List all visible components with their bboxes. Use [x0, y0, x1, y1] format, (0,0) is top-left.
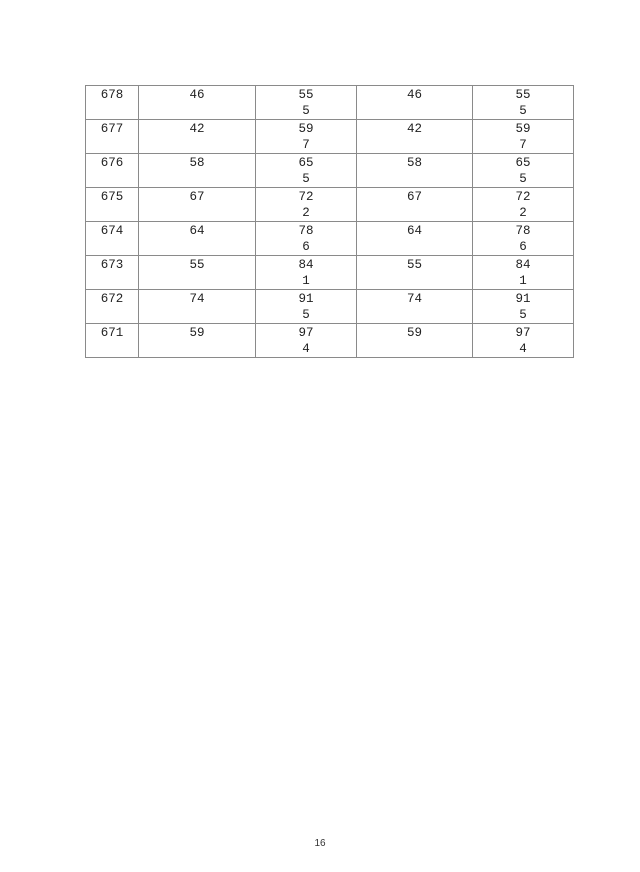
table-row — [86, 290, 574, 324]
value-d-cell — [473, 154, 574, 188]
table-row — [86, 154, 574, 188]
value-d-cell-text: 1 — [519, 274, 527, 288]
table-row — [86, 86, 574, 120]
value-c-cell — [357, 188, 473, 222]
value-a-cell-text: 46 — [189, 88, 205, 102]
value-d-cell-text: 5 — [519, 172, 527, 186]
row-id-cell-text: 674 — [100, 224, 124, 238]
value-a-cell — [139, 290, 256, 324]
value-b-cell-text: 97 — [298, 326, 314, 340]
value-a-cell — [139, 222, 256, 256]
row-id-cell-text: 675 — [100, 190, 124, 204]
value-b-cell — [256, 188, 357, 222]
table-body — [86, 86, 574, 358]
row-id-cell-text: 677 — [100, 122, 124, 136]
value-d-cell-text: 6 — [519, 240, 527, 254]
value-a-cell-text: 42 — [189, 122, 205, 136]
value-a-cell-text: 55 — [189, 258, 205, 272]
value-b-cell — [256, 324, 357, 358]
value-c-cell-text: 46 — [406, 88, 422, 102]
page-number: 16 — [314, 838, 326, 849]
value-d-cell — [473, 86, 574, 120]
value-d-cell-text: 7 — [519, 138, 527, 152]
table-row — [86, 222, 574, 256]
value-a-cell — [139, 324, 256, 358]
value-b-cell-text: 6 — [302, 240, 310, 254]
value-c-cell — [357, 222, 473, 256]
row-id-cell-text: 671 — [100, 326, 124, 340]
value-d-cell-text: 72 — [515, 190, 531, 204]
table-row — [86, 324, 574, 358]
row-id-cell-text: 673 — [100, 258, 124, 272]
value-b-cell-text: 5 — [302, 308, 310, 322]
value-d-cell — [473, 290, 574, 324]
value-b-cell — [256, 256, 357, 290]
row-id-cell-text: 672 — [100, 292, 124, 306]
value-a-cell-text: 59 — [189, 326, 205, 340]
value-c-cell — [357, 86, 473, 120]
value-c-cell-text: 59 — [406, 326, 422, 340]
row-id-cell — [86, 86, 139, 120]
row-id-cell — [86, 188, 139, 222]
value-d-cell-text: 65 — [515, 156, 531, 170]
value-c-cell-text: 67 — [406, 190, 422, 204]
value-d-cell-text: 78 — [515, 224, 531, 238]
value-a-cell — [139, 120, 256, 154]
value-b-cell-text: 84 — [298, 258, 314, 272]
value-c-cell-text: 74 — [406, 292, 422, 306]
value-d-cell-text: 97 — [515, 326, 531, 340]
value-b-cell-text: 59 — [298, 122, 314, 136]
value-c-cell — [357, 154, 473, 188]
row-id-cell — [86, 222, 139, 256]
value-d-cell — [473, 222, 574, 256]
value-a-cell-text: 64 — [189, 224, 205, 238]
value-d-cell-text: 2 — [519, 206, 527, 220]
row-id-cell — [86, 154, 139, 188]
value-d-cell-text: 84 — [515, 258, 531, 272]
value-a-cell-text: 74 — [189, 292, 205, 306]
value-d-cell-text: 4 — [519, 342, 527, 356]
value-b-cell-text: 5 — [302, 172, 310, 186]
value-b-cell-text: 5 — [302, 104, 310, 118]
value-d-cell — [473, 188, 574, 222]
value-d-cell-text: 5 — [519, 104, 527, 118]
value-c-cell-text: 58 — [406, 156, 422, 170]
data-table — [85, 85, 574, 358]
value-b-cell-text: 65 — [298, 156, 314, 170]
value-c-cell — [357, 256, 473, 290]
value-b-cell — [256, 290, 357, 324]
table-row — [86, 188, 574, 222]
value-b-cell-text: 78 — [298, 224, 314, 238]
value-d-cell-text: 55 — [515, 88, 531, 102]
value-c-cell — [357, 324, 473, 358]
value-c-cell-text: 55 — [406, 258, 422, 272]
value-c-cell — [357, 290, 473, 324]
table-row — [86, 120, 574, 154]
row-id-cell — [86, 324, 139, 358]
value-b-cell-text: 55 — [298, 88, 314, 102]
value-b-cell — [256, 222, 357, 256]
row-id-cell-text: 676 — [100, 156, 124, 170]
value-b-cell-text: 4 — [302, 342, 310, 356]
value-d-cell — [473, 324, 574, 358]
value-d-cell-text: 91 — [515, 292, 531, 306]
value-b-cell-text: 7 — [302, 138, 310, 152]
value-c-cell-text: 42 — [406, 122, 422, 136]
value-c-cell — [357, 120, 473, 154]
value-a-cell-text: 67 — [189, 190, 205, 204]
value-b-cell-text: 1 — [302, 274, 310, 288]
value-d-cell — [473, 256, 574, 290]
value-d-cell-text: 5 — [519, 308, 527, 322]
value-b-cell-text: 72 — [298, 190, 314, 204]
value-c-cell-text: 64 — [406, 224, 422, 238]
value-b-cell-text: 91 — [298, 292, 314, 306]
value-a-cell — [139, 188, 256, 222]
value-d-cell — [473, 120, 574, 154]
value-b-cell-text: 2 — [302, 206, 310, 220]
value-d-cell-text: 59 — [515, 122, 531, 136]
row-id-cell-text: 678 — [100, 88, 124, 102]
value-a-cell — [139, 154, 256, 188]
table-row — [86, 256, 574, 290]
row-id-cell — [86, 290, 139, 324]
value-b-cell — [256, 154, 357, 188]
row-id-cell — [86, 120, 139, 154]
value-a-cell — [139, 86, 256, 120]
value-a-cell-text: 58 — [189, 156, 205, 170]
value-a-cell — [139, 256, 256, 290]
value-b-cell — [256, 120, 357, 154]
row-id-cell — [86, 256, 139, 290]
value-b-cell — [256, 86, 357, 120]
